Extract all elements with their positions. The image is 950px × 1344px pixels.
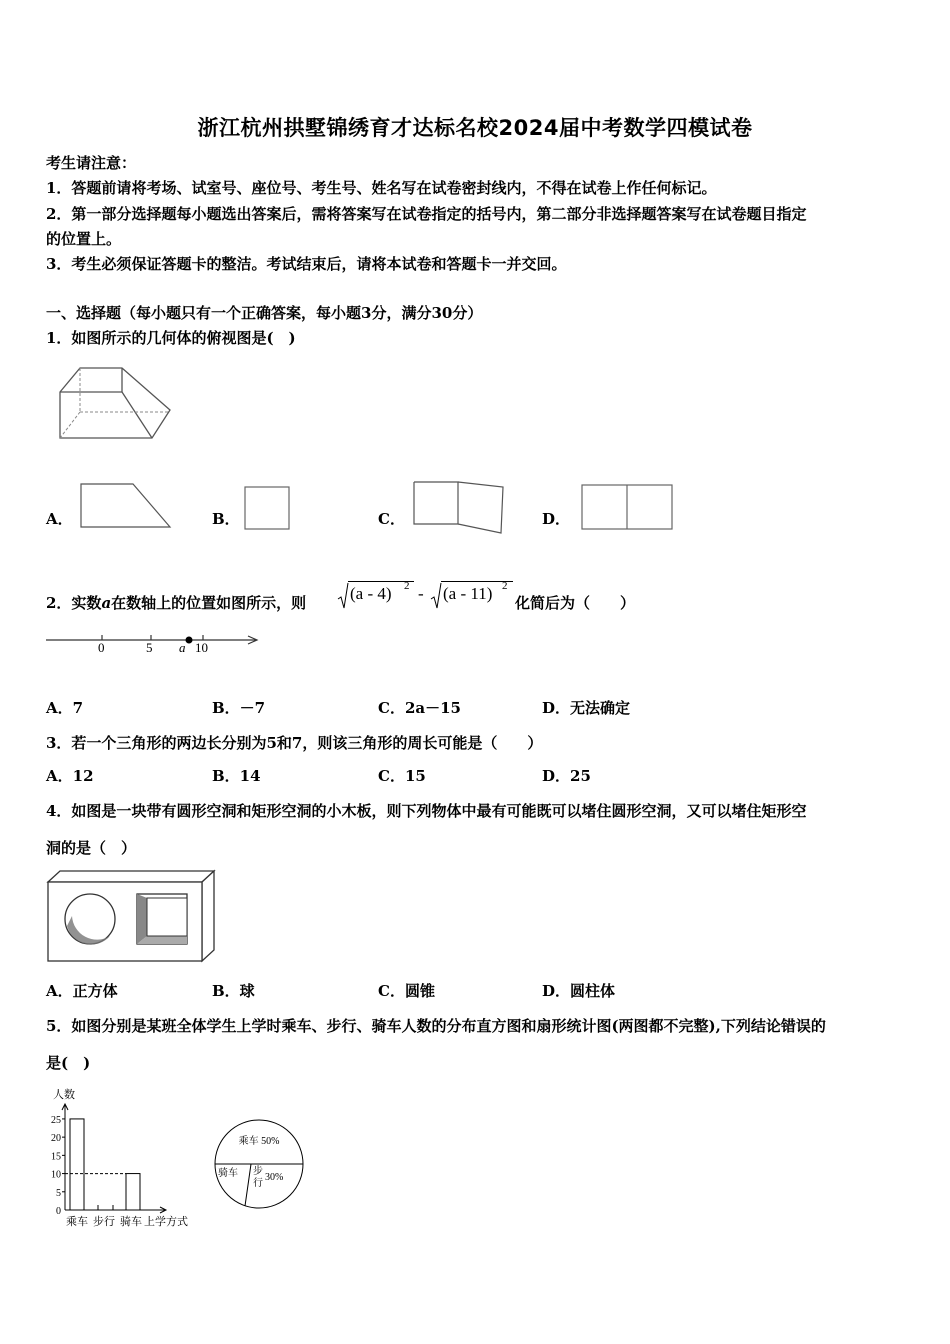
y-tick-label: 0 xyxy=(56,1206,61,1217)
q1-option-a: A． xyxy=(46,510,73,528)
pie-label-bike: 骑车 xyxy=(218,1168,238,1179)
x-tick-label: 骑车 xyxy=(120,1216,142,1228)
notice-item-1: 1．答题前请将考场、试室号、座位号、考生号、姓名写在试卷密封线内，不得在试卷上作任何标记。 xyxy=(46,179,717,197)
pie-label-walk-2: 行 xyxy=(253,1178,263,1189)
q4-option-c: C．圆锥 xyxy=(378,982,435,1000)
q2-stem xyxy=(46,592,306,613)
q4-option-a: A．正方体 xyxy=(46,982,118,1000)
q1-option-a-figure xyxy=(78,481,174,531)
q2-number-line xyxy=(44,630,264,660)
y-tick-label: 5 xyxy=(56,1187,61,1199)
q5-stem-line1: 5．如图分别是某班全体学生上学时乘车、步行、骑车人数的分布直方图和扇形统计图(两图都不完整),下列结论错误的 xyxy=(46,1017,826,1035)
q5-histogram xyxy=(40,1080,210,1235)
bar-乘车 xyxy=(70,1119,84,1210)
sqrt-sign-1 xyxy=(338,582,348,610)
q2-minus: - xyxy=(418,584,424,603)
q3-option-c: C．15 xyxy=(378,767,426,785)
notice-heading: 考生请注意： xyxy=(46,154,137,172)
q2-exp-1: 2 xyxy=(404,580,410,592)
notice-item-2: 2．第一部分选择题每小题选出答案后，需将答案写在试卷指定的括号内，第二部分非选择题答案写在试卷题目指定 xyxy=(46,205,807,223)
q4-option-b: B．球 xyxy=(212,982,255,1000)
notice-item-2-cont: 的位置上。 xyxy=(46,230,122,248)
q2-stem-mid: 在数轴上的位置如图所示，则 xyxy=(111,594,307,612)
y-tick-label: 10 xyxy=(51,1169,61,1181)
y-axis-label: 人数 xyxy=(53,1089,75,1101)
q1-stem: 1．如图所示的几何体的俯视图是( ) xyxy=(46,329,296,347)
axis-label-0: 0 xyxy=(98,640,105,655)
q2-option-d: D．无法确定 xyxy=(542,699,631,717)
sqrt-sign-2 xyxy=(431,582,441,610)
q1-option-b-figure xyxy=(243,485,291,531)
y-tick-label: 20 xyxy=(51,1133,61,1145)
q2-stem-suffix: 化简后为（ ） xyxy=(515,594,636,612)
q4-option-d: D．圆柱体 xyxy=(542,982,616,1000)
q2-option-a: A．7 xyxy=(46,699,84,717)
q3-option-d: D．25 xyxy=(542,767,591,785)
q2-exp-2: 2 xyxy=(502,580,508,592)
y-tick-label: 15 xyxy=(51,1151,61,1163)
q1-option-d: D． xyxy=(542,510,571,528)
pie-label-walk-pct: 30% xyxy=(265,1172,284,1183)
q3-option-a: A．12 xyxy=(46,767,94,785)
q2-option-c: C．2a－15 xyxy=(378,699,461,717)
page-title: 浙江杭州拱墅锦绣育才达标名校2024届中考数学四模试卷 xyxy=(197,116,753,140)
pie-label-bus: 乘车 50% xyxy=(238,1136,280,1147)
q2-stem-prefix: 2．实数 xyxy=(46,594,102,612)
q4-stem-line1: 4．如图是一块带有圆形空洞和矩形空洞的小木板，则下列物体中最有可能既可以堵住圆形空洞，又可以堵住矩形空 xyxy=(46,802,807,820)
q2-var-a: a xyxy=(101,594,112,612)
x-tick-label: 乘车 xyxy=(66,1216,88,1228)
q1-option-b: B． xyxy=(212,510,240,528)
axis-label-a: a xyxy=(179,640,186,655)
pie-label-walk-1: 步 xyxy=(253,1166,263,1177)
q5-pie-chart xyxy=(212,1117,308,1213)
q4-stem-line2: 洞的是（ ） xyxy=(46,839,137,857)
axis-label-5: 5 xyxy=(146,640,153,655)
q1-solid-figure xyxy=(52,360,172,444)
q5-stem-line2: 是( ) xyxy=(46,1054,91,1072)
q2-option-b: B．－7 xyxy=(212,699,266,717)
axis-label-10: 10 xyxy=(195,640,208,655)
q1-option-c-figure xyxy=(411,479,507,535)
bar-骑车 xyxy=(126,1174,140,1210)
x-tick-label: 步行 xyxy=(93,1216,115,1228)
q4-board-figure xyxy=(46,868,218,966)
q3-option-b: B．14 xyxy=(212,767,261,785)
y-tick-label: 25 xyxy=(51,1114,61,1126)
x-axis-label: 上学方式 xyxy=(144,1216,188,1228)
section-heading: 一、选择题（每小题只有一个正确答案，每小题3分，满分30分） xyxy=(46,304,483,322)
q3-stem: 3．若一个三角形的两边长分别为5和7，则该三角形的周长可能是（ ） xyxy=(46,734,543,752)
notice-item-3: 3．考生必须保证答题卡的整洁。考试结束后，请将本试卷和答题卡一并交回。 xyxy=(46,255,567,273)
q2-expr-2: (a - 11) xyxy=(443,584,493,603)
q2-expr-1: (a - 4) xyxy=(350,584,392,603)
q1-option-d-figure xyxy=(580,483,674,531)
q1-option-c: C． xyxy=(378,510,405,528)
